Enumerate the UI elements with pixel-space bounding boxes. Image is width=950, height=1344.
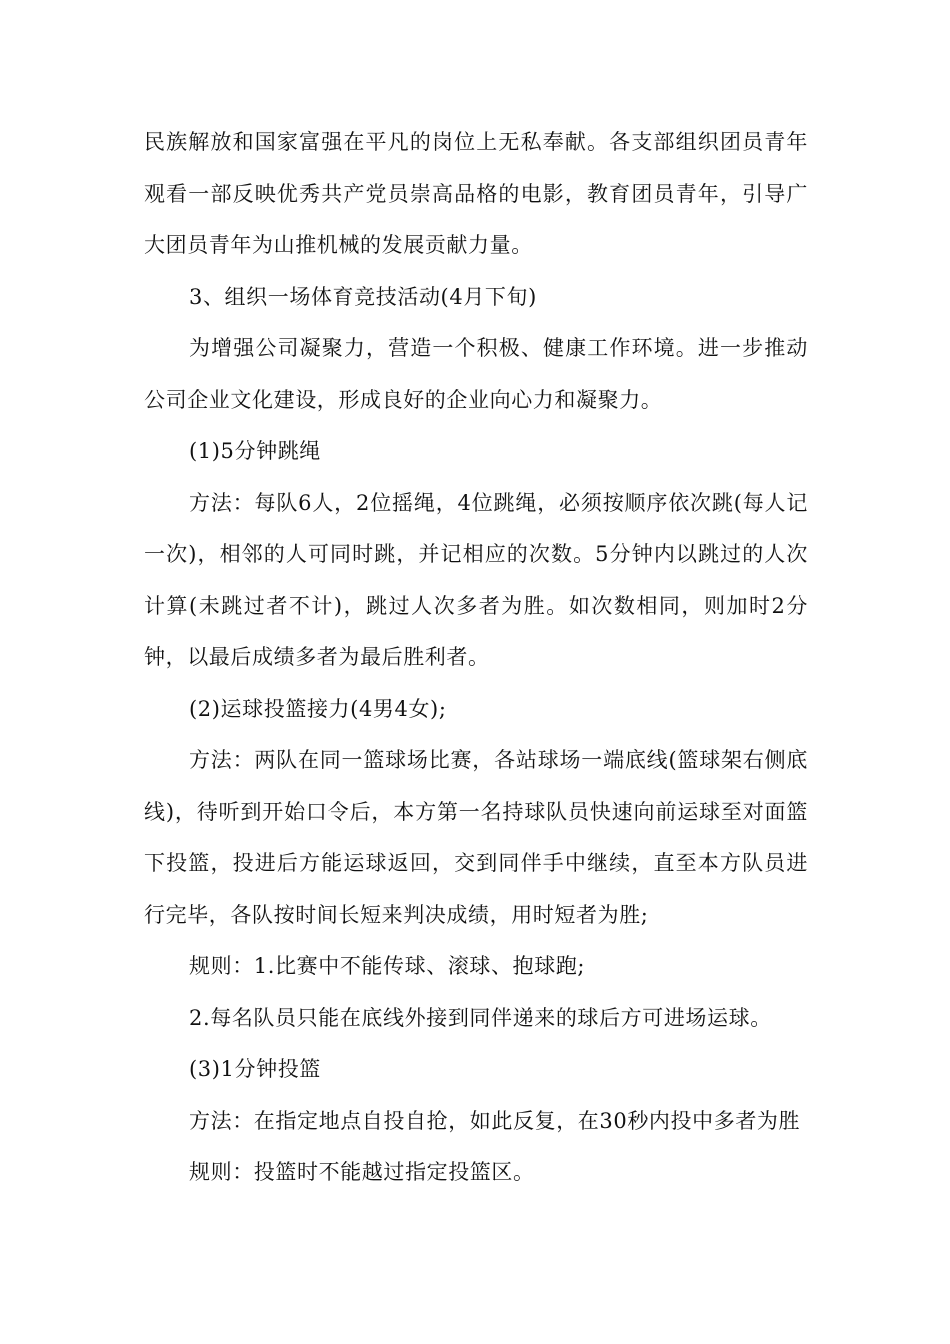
paragraph-jump-rope-method: 方法：每队6人，2位摇绳，4位跳绳，必须按顺序依次跳(每人记一次)，相邻的人可同时跳，并记相应的次数。5分钟内以跳过的人次计算(未跳过者不计)，跳过人次多者为胜。如次数相同，则加时2分钟，以最后成绩多者为最后胜利者。 [144,490,808,669]
paragraph-purpose: 为增强公司凝聚力，营造一个积极、健康工作环境。进一步推动公司企业文化建设，形成良好的企业向心力和凝聚力。 [144,336,808,412]
item-heading-shooting: (3)1分钟投篮 [189,1057,321,1081]
section-heading-3: 3、组织一场体育竞技活动(4月下旬) [189,284,537,309]
document-body [144,117,808,1199]
paragraph-dribble-relay-method: 方法：两队在同一篮球场比赛，各站球场一端底线(篮球架右侧底线)，待听到开始口令后，本方第一名持球队员快速向前运球至对面篮下投篮，投进后方能运球返回，交到同伴手中继续，直至本方队员进行完毕，各队按时间长短来判决成绩，用时短者为胜; [144,748,808,927]
paragraph-shooting-method: 方法：在指定地点自投自抢，如此反复，在30秒内投中多者为胜 [189,1108,801,1133]
paragraph-continuation: 民族解放和国家富强在平凡的岗位上无私奉献。各支部组织团员青年观看一部反映优秀共产党员崇高品格的电影，教育团员青年，引导广大团员青年为山推机械的发展贡献力量。 [144,130,808,257]
paragraph-dribble-relay-rule-2: 2.每名队员只能在底线外接到同伴递来的球后方可进场运球。 [189,1005,772,1030]
item-heading-dribble-relay: (2)运球投篮接力(4男4女); [189,696,447,721]
item-heading-jump-rope: (1)5分钟跳绳 [189,439,321,463]
paragraph-dribble-relay-rule-1: 规则：1.比赛中不能传球、滚球、抱球跑; [189,954,586,978]
paragraph-shooting-rule: 规则：投篮时不能越过指定投篮区。 [189,1160,535,1184]
